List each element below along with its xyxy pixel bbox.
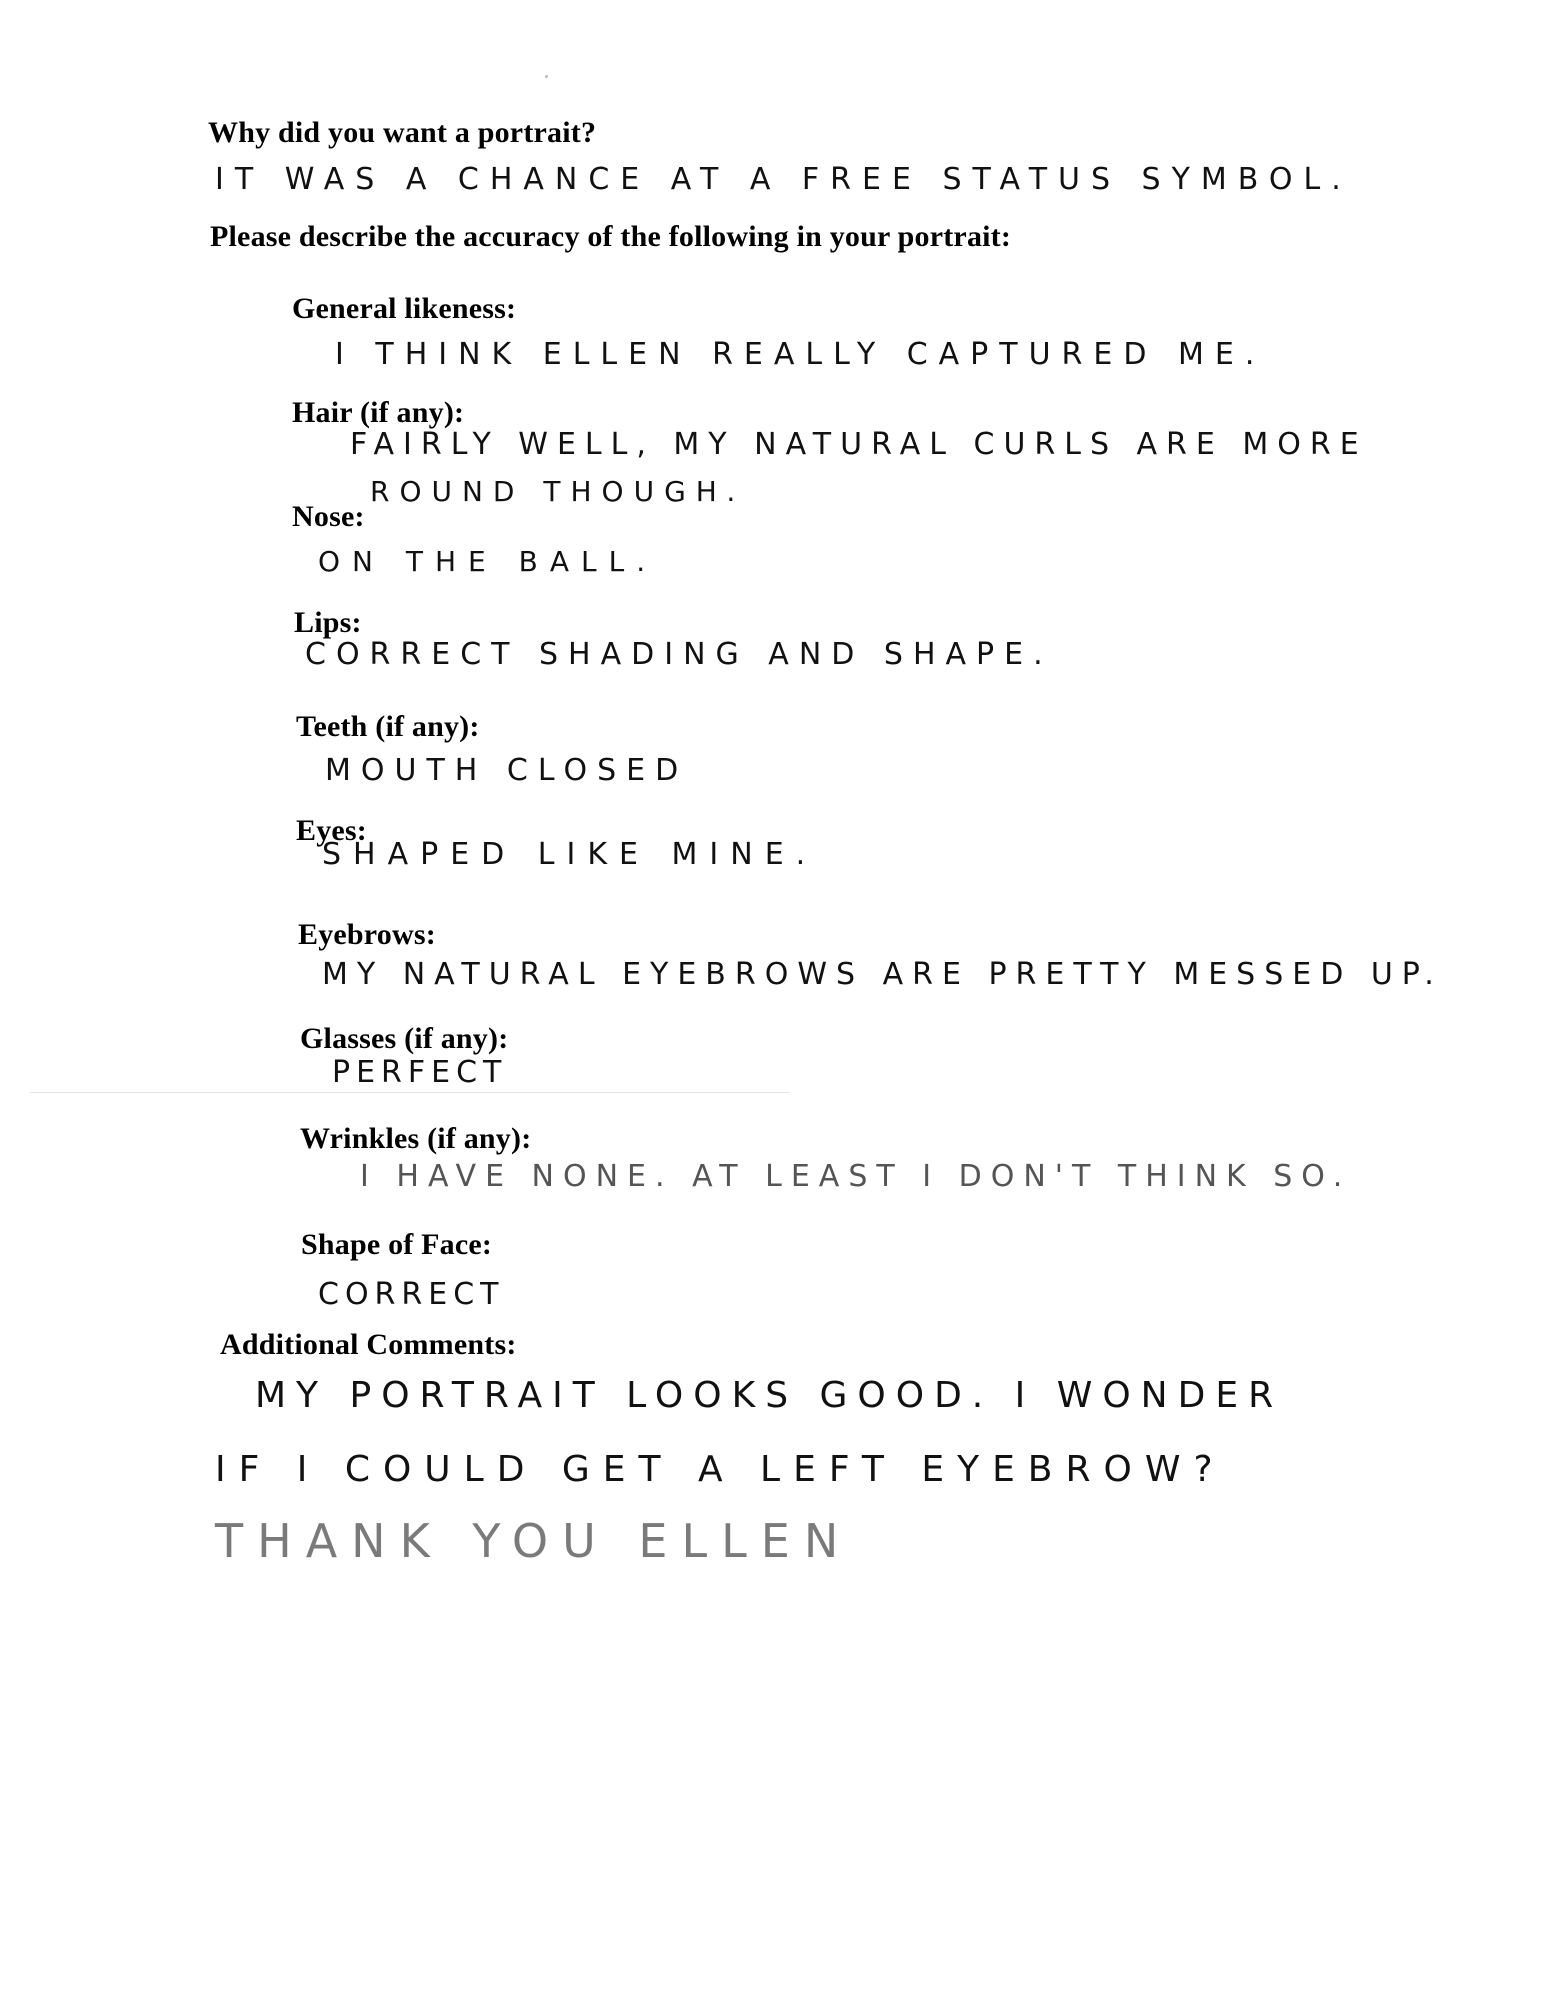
describe-prompt: Please describe the accuracy of the following in your portrait: <box>210 220 1012 253</box>
field-label-nose: Nose: <box>292 500 365 533</box>
why-question: Why did you want a portrait? <box>208 116 597 149</box>
field-answer-hair-line1: FAIRLY WELL, MY NATURAL CURLS ARE MORE <box>350 427 1368 462</box>
scan-speck <box>545 75 548 78</box>
field-answer-eyebrows: MY NATURAL EYEBROWS ARE PRETTY MESSED UP. <box>322 957 1443 992</box>
field-answer-general-likeness: I THINK ELLEN REALLY CAPTURED ME. <box>335 337 1266 372</box>
field-label-glasses: Glasses (if any): <box>300 1022 509 1055</box>
additional-comments-line1: MY PORTRAIT LOOKS GOOD. I WONDER <box>255 1375 1284 1416</box>
field-answer-teeth: MOUTH CLOSED <box>325 753 689 788</box>
field-answer-eyes: SHAPED LIKE MINE. <box>322 837 818 872</box>
field-label-lips: Lips: <box>294 606 362 639</box>
field-label-hair: Hair (if any): <box>292 396 465 429</box>
field-answer-hair-line2: ROUND THOUGH. <box>370 475 746 508</box>
additional-comments-label: Additional Comments: <box>220 1328 517 1361</box>
field-answer-glasses: PERFECT <box>332 1055 508 1090</box>
field-label-eyebrows: Eyebrows: <box>298 918 436 951</box>
additional-comments-line2: IF I COULD GET A LEFT EYEBROW? <box>215 1449 1226 1490</box>
field-answer-lips: CORRECT SHADING AND SHAPE. <box>305 637 1053 672</box>
field-label-teeth: Teeth (if any): <box>296 710 480 743</box>
field-answer-shape-of-face: CORRECT <box>318 1277 505 1312</box>
field-label-eyes: Eyes: <box>296 814 367 847</box>
additional-comments-line3: THANK YOU ELLEN <box>215 1514 853 1568</box>
field-answer-nose: ON THE BALL. <box>318 545 658 578</box>
field-answer-wrinkles: I HAVE NONE. AT LEAST I DON'T THINK SO. <box>360 1159 1352 1194</box>
scan-artifact-line <box>30 1092 790 1093</box>
why-answer: IT WAS A CHANCE AT A FREE STATUS SYMBOL. <box>215 162 1352 197</box>
field-label-wrinkles: Wrinkles (if any): <box>300 1122 532 1155</box>
field-label-shape-of-face: Shape of Face: <box>301 1228 493 1261</box>
field-label-general-likeness: General likeness: <box>292 292 517 325</box>
